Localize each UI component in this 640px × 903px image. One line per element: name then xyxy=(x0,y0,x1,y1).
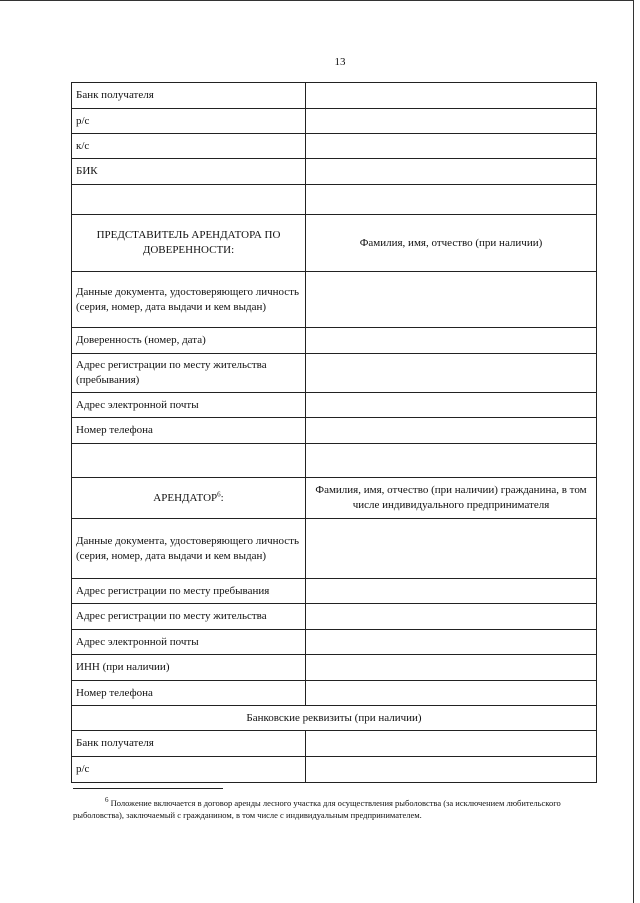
requisites-table xyxy=(71,82,597,783)
value-cell xyxy=(306,159,597,185)
label-bank-recipient: Банк получателя xyxy=(72,731,306,757)
label-rep-email: Адрес электронной почты xyxy=(72,393,306,418)
table-row xyxy=(72,681,597,706)
table-row xyxy=(72,579,597,604)
tenant-header-text: АРЕНДАТОР xyxy=(153,491,218,504)
table-row-empty xyxy=(72,444,597,478)
footnote xyxy=(73,797,598,821)
label-rep-poa: Доверенность (номер, дата) xyxy=(72,328,306,354)
empty-cell xyxy=(72,444,306,478)
value-cell xyxy=(306,604,597,630)
label-bank-recipient: Банк получателя xyxy=(72,83,306,109)
table-row xyxy=(72,630,597,655)
section-header-representative: ПРЕДСТАВИТЕЛЬ АРЕНДАТОРА ПО ДОВЕРЕННОСТИ: xyxy=(72,215,306,272)
table-row xyxy=(72,757,597,783)
table-row xyxy=(72,215,597,272)
table-row xyxy=(72,731,597,757)
table-row xyxy=(72,604,597,630)
empty-cell xyxy=(306,444,597,478)
value-cell xyxy=(306,328,597,354)
value-cell xyxy=(306,579,597,604)
value-cell xyxy=(306,519,597,579)
value-cell xyxy=(306,393,597,418)
value-cell xyxy=(306,354,597,393)
label-rs: р/с xyxy=(72,109,306,134)
label-rs: р/с xyxy=(72,757,306,783)
section-header-bank-details: Банковские реквизиты (при наличии) xyxy=(72,706,597,731)
label-rep-phone: Номер телефона xyxy=(72,418,306,444)
value-cell xyxy=(306,109,597,134)
label-tenant-email: Адрес электронной почты xyxy=(72,630,306,655)
value-cell xyxy=(306,134,597,159)
table-row xyxy=(72,159,597,185)
label-tenant-phone: Номер телефона xyxy=(72,681,306,706)
table-row xyxy=(72,272,597,328)
table-row xyxy=(72,109,597,134)
footnote-text: Положение включается в договор аренды лесного участка для осуществления рыболовства (за исключением любительского рыболовства), заключаемый с гражданином, в том числе с индивидуальным предпринимателем. xyxy=(73,798,561,820)
empty-cell xyxy=(72,185,306,215)
table-row xyxy=(72,83,597,109)
value-cell xyxy=(306,418,597,444)
value-cell xyxy=(306,681,597,706)
label-rep-address: Адрес регистрации по месту жительства (пребывания) xyxy=(72,354,306,393)
label-rep-doc: Данные документа, удостоверяющего личность (серия, номер, дата выдачи и кем выдан) xyxy=(72,272,306,328)
label-rep-fio: Фамилия, имя, отчество (при наличии) xyxy=(306,215,597,272)
table-row-empty xyxy=(72,185,597,215)
value-cell xyxy=(306,655,597,681)
table-row xyxy=(72,418,597,444)
table-row xyxy=(72,655,597,681)
section-header-tenant xyxy=(72,478,306,519)
value-cell xyxy=(306,731,597,757)
value-cell xyxy=(306,272,597,328)
table-row xyxy=(72,478,597,519)
empty-cell xyxy=(306,185,597,215)
scan-border-right xyxy=(633,0,634,903)
scan-border-top xyxy=(0,0,633,1)
footnote-mark: 6 xyxy=(105,796,109,805)
value-cell xyxy=(306,630,597,655)
table-row xyxy=(72,519,597,579)
table-row xyxy=(72,354,597,393)
table-row xyxy=(72,328,597,354)
label-tenant-address-stay: Адрес регистрации по месту пребывания xyxy=(72,579,306,604)
label-tenant-inn: ИНН (при наличии) xyxy=(72,655,306,681)
table-row xyxy=(72,393,597,418)
footnote-reference: 6 xyxy=(217,489,221,498)
footnote-separator xyxy=(73,788,223,789)
label-tenant-fio: Фамилия, имя, отчество (при наличии) гражданина, в том числе индивидуального предпринимателя xyxy=(306,478,597,519)
table-row xyxy=(72,134,597,159)
label-tenant-address-live: Адрес регистрации по месту жительства xyxy=(72,604,306,630)
label-tenant-doc: Данные документа, удостоверяющего личность (серия, номер, дата выдачи и кем выдан) xyxy=(72,519,306,579)
value-cell xyxy=(306,757,597,783)
value-cell xyxy=(306,83,597,109)
table-row xyxy=(72,706,597,731)
tenant-header-colon: : xyxy=(220,491,224,504)
label-bik: БИК xyxy=(72,159,306,185)
label-ks: к/с xyxy=(72,134,306,159)
page-number: 13 xyxy=(334,56,346,68)
